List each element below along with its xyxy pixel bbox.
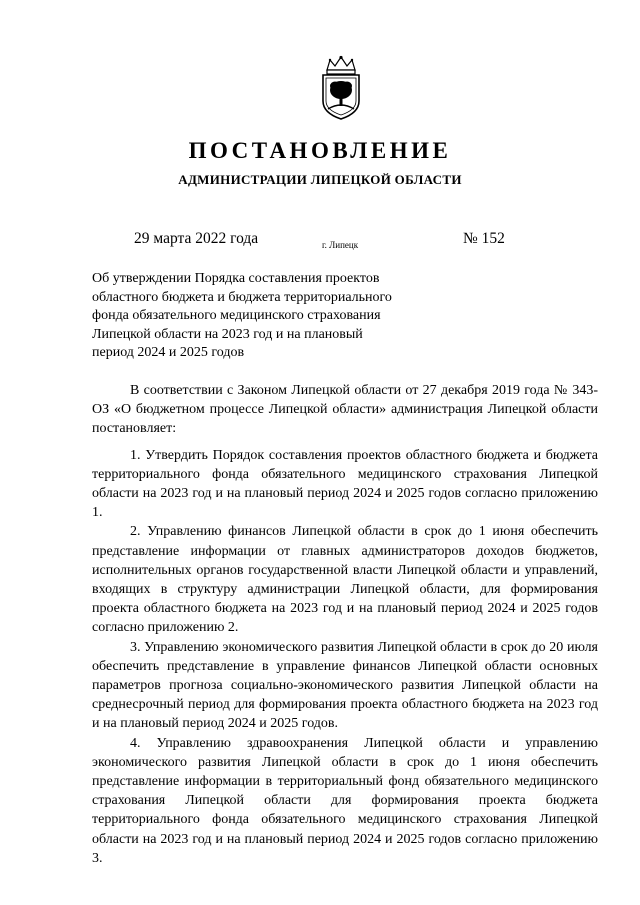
body-paragraph-2: 2. Управлению финансов Липецкой области в срок до 1 июня обеспечить представление информации от главных администраторов доходов бюджетов, исполнительных органов государственной власти Липецкой области и управлений, входящих в структуру администрации Липецкой области, для формирования проекта областного бюджета на 2023 год и на плановый период 2024 и 2025 годов согласно приложению 2. (92, 524, 598, 636)
body-paragraph-4: 4. Управлению здравоохранения Липецкой области и управлению экономического развития Липецкой области в срок до 1 июня обеспечить представление информации в территориальный фонд обязательного медицинского страхования Липецкой области для формирования проекта бюджета территориального фонда обязательного медицинского страхования Липецкой области на 2023 год и на плановый период 2024 и 2025 годов согласно приложению 3. (92, 735, 598, 866)
document-subject (92, 270, 432, 363)
preamble-paragraph: В соответствии с Законом Липецкой области от 27 декабря 2019 года № 343-ОЗ «О бюджетном процессе Липецкой области» администрация Липецкой области постановляет: (92, 383, 598, 437)
body-paragraph-1: 1. Утвердить Порядок составления проектов областного бюджета и бюджета территориального фонда обязательного медицинского страхования Липецкой области на 2023 год и на плановый период 2024 и 2025 годов согласно приложению 1. (92, 447, 598, 521)
subject-line: Об утверждении Порядка составления проектов (92, 271, 380, 286)
coat-of-arms-icon (318, 55, 364, 121)
document-city: г. Липецк (322, 240, 359, 250)
body-paragraph-3: 3. Управлению экономического развития Липецкой области в срок до 20 июля обеспечить представление в управление финансов Липецкой области основных параметров прогноза социально-экономического развития Липецкой области на среднесрочный период для формирования проекта областного бюджета на 2023 год и на плановый период 2024 и 2025 годов. (92, 639, 598, 732)
subject-line: Липецкой области на 2023 год и на плановый (92, 326, 363, 342)
document-title: ПОСТАНОВЛЕНИЕ (188, 138, 452, 163)
subject-line: областного бюджета и бюджета территориального (92, 289, 392, 305)
subject-line: период 2024 и 2025 годов (92, 345, 245, 360)
document-subtitle: АДМИНИСТРАЦИИ ЛИПЕЦКОЙ ОБЛАСТИ (178, 172, 462, 187)
subject-line: фонда обязательного медицинского страхования (92, 308, 381, 323)
document-number: № 152 (463, 230, 505, 247)
document-body (92, 381, 598, 868)
document-date: 29 марта 2022 года (134, 230, 259, 247)
